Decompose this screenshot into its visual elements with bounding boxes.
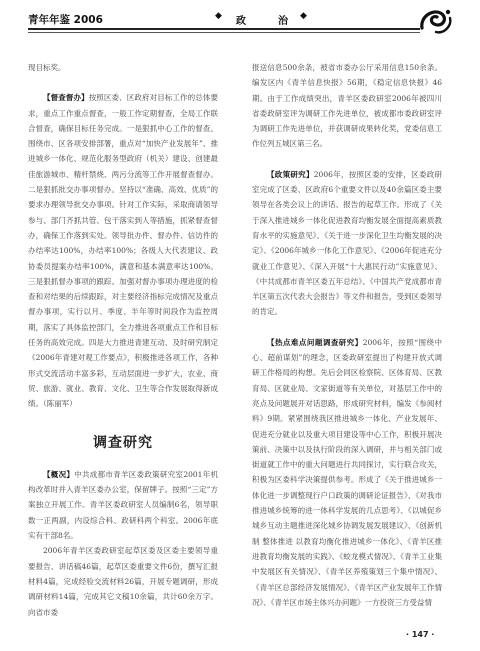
category-char-2: 治 (278, 16, 288, 27)
header-rule (28, 28, 420, 30)
section-tag: 【政策研究】 (267, 169, 314, 179)
paragraph-policy-research (252, 167, 442, 320)
paragraph-hot-issues (252, 335, 442, 610)
page-number: · 147 · (406, 630, 435, 639)
paragraph-output: 2006年青羊区委政研室起草区委及区委主要领导重要报告、讲话稿46篇，起草区委重要文件6份，撰写汇报材料4篇，完成经验交流材料26篇，开展专题调研，形成调研材料14篇，完成其它文稿10余篇，共计60余万字。向省市委 (28, 546, 218, 617)
section-tag: 【热点难点问题调查研究】 (267, 337, 363, 347)
header-rule-thin (28, 32, 420, 33)
swirl-logo-icon (418, 6, 454, 36)
paragraph-continuation: 现目标奖。 (28, 63, 66, 72)
paragraph-text: 2006年，按照“围绕中心、超前谋划”的理念，区委政研室提出了构建开放式调研工作格局的构想。先后会同区检察院、区体育局、区教育局、区就业局、文家街道等有关单位，对基层工作中的亮点及问题展开对话思路，形成研究材料，编发《参阅材料》9期。紧紧围绕我区推进城乡一体化、产业发展年、促进充分就业以及重大项目建设等中心工作，积极开展决策前、决策中以及执行阶段的深入调研，并与相关部门或街道就工作中的重大问题进行共同探讨，实行联合攻关，积极为区委科学决策提供参考。形成了《关于推进城乡一体化进一步调整现行户口政策的调研论证报告》、《对我市推进城乡统筹的进一体科学发展的几点思考》、《以城促乡城乡互动主题推进深化城乡协调发展发展建议》、《创新机制 整体推进 以教育均衡化推进城乡一体化》、《青羊区推进教育均衡发展的实践》、《蛟龙模式情况》、《青羊工业集中发展区有关情况》、《青羊区养殖策划三个集中情况》、《青羊区总部经济发展情况》、《青羊区产业发展年工作情况》、《青羊区市场主体兴办问题》一方投资三方受益情 (252, 337, 442, 607)
section-heading: 调查研究 (93, 434, 153, 451)
page-header (0, 0, 480, 42)
diamond-icon: ◆ (300, 11, 307, 21)
yearbook-title: 青年年鉴 2006 (28, 14, 103, 26)
paragraph-continuation: 报送信息500余条，被省市委办公厅采用信息150余条。编发区内《青羊信息快报》56期，《稳定信息快报》46期。由于工作成绩突出，青羊区委政研室2006年被四川省委政研室评为调研工作先进单位，被成都市委政研室评为调研工作先进单位，并获调研成果转化奖，党委信息工作位列五城区第三名。 (252, 63, 442, 149)
left-column (28, 60, 218, 625)
section-tag: 【督查督办】 (43, 93, 89, 103)
category-char-1: 政 (236, 16, 246, 27)
paragraph-text: 中共成都市青羊区委政策研究室2001年机构改革时并入青羊区委办公室，保留牌子。按照“三定”方案独立开展工作。青羊区委政研室人员编制6名，领导职数一正两副，内设综合科、政研科两个科室。2006年底实有干部8名。 (28, 469, 218, 541)
paragraph-text: 按照区委、区政府对目标工作的总体要求，重点工作重点督查，一般工作定期督查，全局工作联合督查，确保目标任务完成。一是狠抓中心工作的督查。围绕市、区各项安排部署，重点对“加快产业发展年”、推进城乡一体化、规范化服务型政府（机关）建设、创建最佳旅游城市、精杆禁烧、两污分流等工作开展督查督办。二是狠抓批交办事项督办。坚持以“准确、高效、优质”的要求办理领导批交办事项。针对工作实际，采取商请领导参与、部门齐抓共管、包干落实到人等措施，抓紧督查督办，确保工作落到实处。领导批办件、督办件、信访件的办结率达100%，办结率100%；各级人大代表建议、政协委员提案办结率100%，满意和基本满意率达100%。三是狠抓督办事项的跟踪。加强对督办事项办理进度的检查和对结果的后续跟踪，对主要经济指标完成情况及重点督办事项，实行以月、季度、半年等时间段作为监控周期，落实了具体监控部门，全力推进各项重点工作和目标任务的高效完成。四是大力推进青建互动、及时研究制定《2006年青建对观工作要点》，积极推进各项工作，各种形式交流活动丰富多彩，互动层面进一步扩大，农业、商贸、旅游、就业、教育、文化、卫生等合作发展取得新成绩。（陈丽军） (28, 93, 218, 409)
paragraph-text: 2006年，按照区委的安排，区委政研室完成了区委、区政府6个重要文件以及40余篇区委主要领导在各类会议上的讲话、报告的起草工作。形成了《关于深入推进城乡一体化促进教育均衡发展全面提高素质教育水平的实施意见》、《关于进一步深化卫生均衡发展的决定》、《2006年城乡一体化工作意见》、《2006年促进充分就业工作意见》、《深入开展“十大惠民行动”实施意见》、《中共成都市青羊区委五年总结》、《中国共产党成都市青羊区第五次代表大会报告》等文件和报告，受到区委领导的肯定。 (252, 169, 442, 317)
paragraph-overview (28, 467, 218, 543)
diamond-icon: ◆ (215, 11, 222, 21)
paragraph-supervision (28, 90, 218, 411)
section-tag: 【概况】 (43, 469, 75, 479)
right-column (252, 60, 442, 625)
